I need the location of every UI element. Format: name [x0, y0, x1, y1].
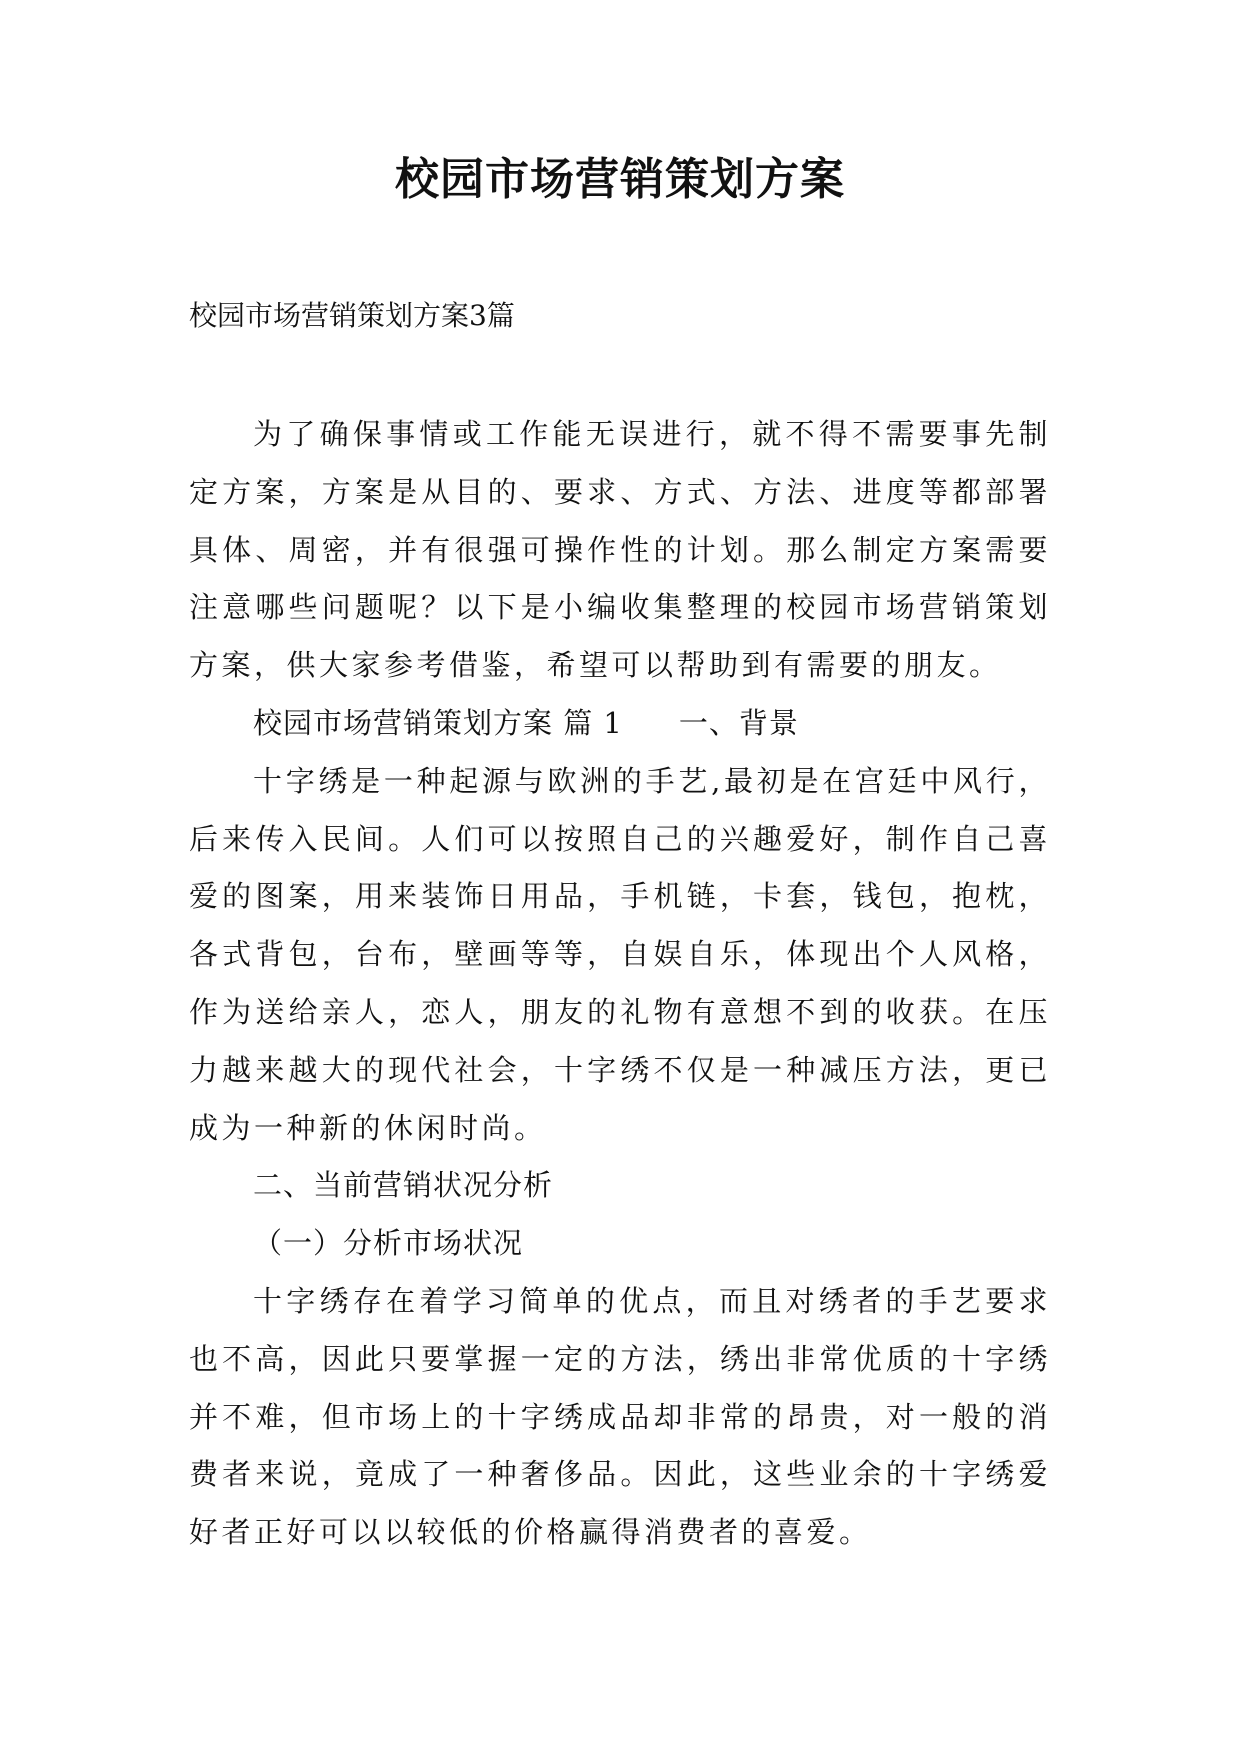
- section-1-heading: 一、背景: [678, 705, 799, 740]
- market-paragraph: 十字绣存在着学习简单的优点，而且对绣者的手艺要求也不高，因此只要掌握一定的方法，绣出非常优质的十字绣并不难，但市场上的十字绣成品却非常的昂贵，对一般的消费者来说，竟成了一种奢侈品。因此，这些业余的十字绣爱好者正好可以以较低的价格赢得消费者的喜爱。: [189, 1283, 1051, 1550]
- document-body: [189, 406, 1051, 1562]
- background-paragraph: 十字绣是一种起源与欧洲的手艺,最初是在宫廷中风行，后来传入民间。人们可以按照自己的兴趣爱好，制作自己喜爱的图案，用来装饰日用品，手机链，卡套，钱包，抱枕，各式背包，台布，壁画等等，自娱自乐，体现出个人风格，作为送给亲人，恋人，朋友的礼物有意想不到的收获。在压力越来越大的现代社会，十字绣不仅是一种减压方法，更已成为一种新的休闲时尚。: [189, 763, 1051, 1145]
- intro-paragraph: 为了确保事情或工作能无误进行，就不得不需要事先制定方案，方案是从目的、要求、方式、方法、进度等都部署具体、周密，并有很强可操作性的计划。那么制定方案需要注意哪些问题呢？以下是小编收集整理的校园市场营销策划方案，供大家参考借鉴，希望可以帮助到有需要的朋友。: [189, 417, 1051, 683]
- section-1-heading-line: [189, 695, 1051, 753]
- document-subtitle: 校园市场营销策划方案3篇: [189, 299, 515, 332]
- section-2-1-heading: （一）分析市场状况: [253, 1226, 524, 1261]
- document-title: 校园市场营销策划方案: [395, 154, 845, 205]
- section-2-heading: 二、当前营销状况分析: [253, 1168, 554, 1203]
- section-1-label: 校园市场营销策划方案 篇 1: [253, 705, 623, 740]
